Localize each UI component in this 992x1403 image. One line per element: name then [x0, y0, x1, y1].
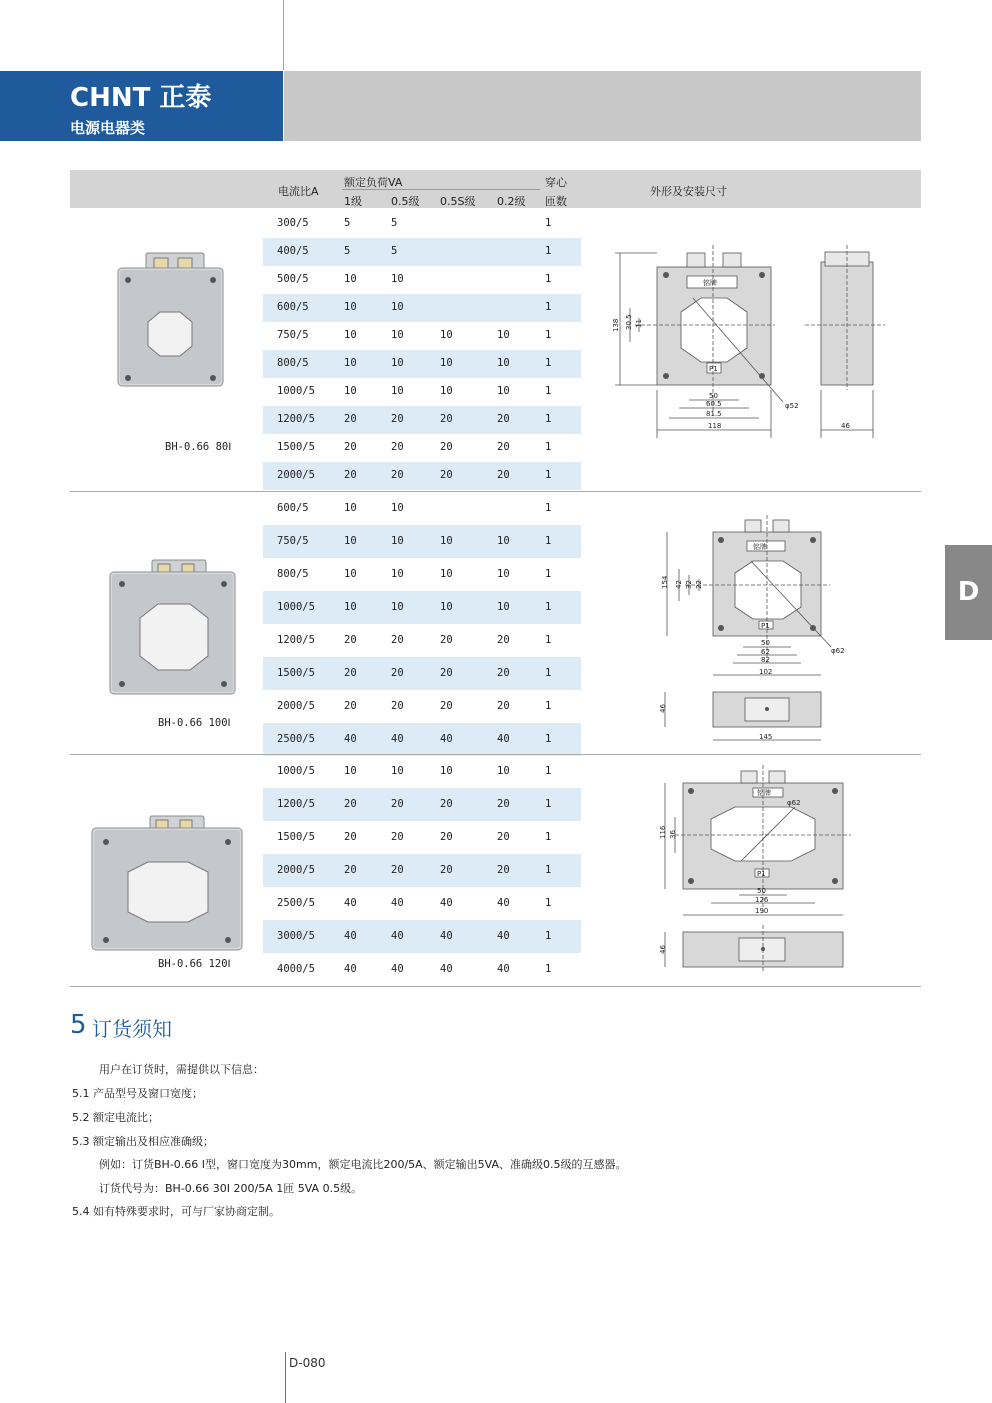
dimension-drawing-80	[605, 240, 895, 440]
table-cell: 300/5	[277, 217, 309, 229]
dim-label: 46	[659, 704, 667, 713]
dim-label: 46	[659, 945, 667, 954]
dim-label: 60.5	[706, 400, 722, 408]
table-cell: 20	[497, 633, 510, 646]
table-cell: 5	[344, 245, 351, 257]
table-cell: 20	[440, 863, 453, 876]
table-cell: 10	[391, 385, 404, 397]
dim-label: 116	[659, 825, 667, 839]
order-code: 订货代号为：BH-0.66 30Ⅰ 200/5A 1匝 5VA 0.5级。	[99, 1182, 363, 1195]
nameplate-label: 铭牌	[757, 789, 771, 797]
table-cell: 10	[344, 534, 357, 547]
dim-label: 190	[755, 907, 769, 915]
table-cell: 20	[391, 666, 404, 679]
table-cell: 1	[545, 413, 552, 425]
model-label-120: BH-0.66 120Ⅰ	[158, 958, 231, 970]
table-cell: 20	[440, 469, 453, 481]
table-cell: 1000/5	[277, 600, 315, 613]
table-cell: 10	[344, 329, 357, 341]
table-cell: 20	[391, 633, 404, 646]
table-cell: 20	[497, 863, 510, 876]
table-cell: 750/5	[277, 534, 309, 547]
table-cell: 20	[440, 699, 453, 712]
table-cell: 1000/5	[277, 385, 315, 397]
table-cell: 1	[545, 633, 552, 646]
table-cell: 1	[545, 301, 552, 313]
col-dims-header: 外形及安装尺寸	[650, 185, 727, 198]
table-cell: 10	[391, 273, 404, 285]
table-cell: 20	[497, 666, 510, 679]
table-cell: 10	[497, 329, 510, 341]
dim-label: 50	[709, 392, 718, 400]
table-cell: 10	[497, 600, 510, 613]
section-title: 订货须知	[92, 1017, 172, 1041]
table-row	[263, 294, 581, 322]
table-cell: 20	[440, 633, 453, 646]
dim-label: 154	[661, 575, 669, 589]
table-cell: 1	[545, 534, 552, 547]
table-cell: 1	[545, 797, 552, 810]
order-item-2: 5.2 额定电流比；	[72, 1111, 159, 1124]
table-cell: 20	[440, 830, 453, 843]
table-cell: 10	[344, 357, 357, 369]
product-photo-120	[88, 812, 248, 954]
table-cell: 1500/5	[277, 441, 315, 453]
table-cell: 10	[344, 385, 357, 397]
table-cell: 20	[440, 413, 453, 425]
table-cell: 10	[440, 600, 453, 613]
table-cell: 20	[497, 469, 510, 481]
category-label: 电源电器类	[70, 119, 146, 137]
table-cell: 1	[545, 666, 552, 679]
table-row	[263, 238, 581, 266]
group-separator	[70, 754, 921, 755]
table-cell: 10	[497, 534, 510, 547]
table-cell: 20	[344, 469, 357, 481]
col-ratio-header: 电流比A	[278, 185, 319, 198]
table-cell: 1	[545, 962, 552, 975]
nameplate-label: 铭牌	[703, 279, 717, 287]
dim-label: 138	[612, 318, 620, 332]
table-cell: 1	[545, 896, 552, 909]
table-cell: 20	[344, 830, 357, 843]
dim-label: 36	[669, 830, 677, 839]
dim-label: 82	[761, 656, 770, 664]
table-row	[263, 210, 581, 238]
dim-label: 81.5	[706, 410, 722, 418]
col-class05-header: 0.5级	[391, 195, 420, 208]
table-cell: 10	[344, 501, 357, 514]
table-cell: 2000/5	[277, 863, 315, 876]
order-item-3: 5.3 额定输出及相应准确级；	[72, 1135, 214, 1148]
table-cell: 20	[344, 633, 357, 646]
dim-label: 50	[757, 887, 766, 895]
section-tab-d[interactable]: D	[945, 545, 992, 640]
table-cell: 40	[440, 896, 453, 909]
table-cell: 10	[440, 764, 453, 777]
table-cell: 40	[497, 896, 510, 909]
table-cell: 10	[391, 600, 404, 613]
table-cell: 10	[440, 357, 453, 369]
dim-label: 46	[841, 422, 850, 430]
brand-logo: CHNT 正泰	[70, 83, 212, 113]
dim-label: φ62	[787, 799, 801, 807]
section-number: 5	[70, 1010, 87, 1040]
table-cell: 10	[497, 567, 510, 580]
table-cell: 1	[545, 217, 552, 229]
table-cell: 40	[497, 732, 510, 745]
table-cell: 20	[497, 441, 510, 453]
table-cell: 1	[545, 567, 552, 580]
table-cell: 800/5	[277, 357, 309, 369]
table-cell: 20	[344, 441, 357, 453]
table-cell: 20	[391, 797, 404, 810]
dim-label: φ52	[785, 402, 799, 410]
table-cell: 1200/5	[277, 797, 315, 810]
dim-label: 30.5	[625, 314, 633, 330]
dim-label: 102	[759, 668, 773, 676]
col-turns-header: 穿心	[545, 176, 567, 189]
table-cell: 600/5	[277, 301, 309, 313]
table-cell: 20	[344, 863, 357, 876]
table-cell: 20	[440, 666, 453, 679]
table-cell: 1	[545, 501, 552, 514]
table-cell: 1	[545, 830, 552, 843]
table-row	[263, 322, 581, 350]
header-rule	[342, 189, 540, 190]
col-class02-header: 0.2级	[497, 195, 526, 208]
table-cell: 1	[545, 863, 552, 876]
p1-label: P1	[709, 365, 718, 373]
table-row	[263, 558, 581, 591]
table-cell: 40	[344, 896, 357, 909]
table-cell: 1	[545, 245, 552, 257]
table-cell: 20	[391, 413, 404, 425]
dim-label: 145	[759, 733, 773, 741]
table-row	[263, 266, 581, 294]
table-cell: 20	[344, 413, 357, 425]
table-cell: 40	[391, 896, 404, 909]
table-cell: 500/5	[277, 273, 309, 285]
table-cell: 1	[545, 929, 552, 942]
table-cell: 10	[440, 329, 453, 341]
table-cell: 1	[545, 764, 552, 777]
table-cell: 20	[391, 469, 404, 481]
order-item-4: 5.4 如有特殊要求时，可与厂家协商定制。	[72, 1205, 280, 1218]
footer-line	[285, 1352, 286, 1403]
table-cell: 5	[391, 217, 398, 229]
table-cell: 20	[497, 830, 510, 843]
table-cell: 40	[391, 929, 404, 942]
table-cell: 10	[391, 301, 404, 313]
dim-label: 11	[635, 319, 643, 328]
table-cell: 800/5	[277, 567, 309, 580]
dim-label: 50	[761, 639, 770, 647]
table-cell: 10	[391, 501, 404, 514]
table-cell: 20	[344, 797, 357, 810]
table-cell: 40	[344, 962, 357, 975]
table-cell: 40	[440, 962, 453, 975]
table-cell: 40	[391, 962, 404, 975]
table-cell: 10	[344, 567, 357, 580]
table-cell: 400/5	[277, 245, 309, 257]
col-class1-header: 1级	[344, 195, 362, 208]
product-photo-100	[100, 556, 240, 698]
table-cell: 10	[344, 273, 357, 285]
table-cell: 10	[440, 385, 453, 397]
table-cell: 20	[440, 797, 453, 810]
table-cell: 20	[391, 863, 404, 876]
table-cell: 20	[391, 830, 404, 843]
table-cell: 1200/5	[277, 633, 315, 646]
table-cell: 1	[545, 732, 552, 745]
table-row	[263, 525, 581, 558]
model-label-100: BH-0.66 100Ⅰ	[158, 717, 231, 729]
table-cell: 3000/5	[277, 929, 315, 942]
order-item-1: 5.1 产品型号及窗口宽度；	[72, 1087, 203, 1100]
table-cell: 10	[344, 301, 357, 313]
table-cell: 10	[344, 764, 357, 777]
table-cell: 1	[545, 273, 552, 285]
table-cell: 1500/5	[277, 830, 315, 843]
header-divider-line	[283, 0, 284, 70]
dim-label: 118	[708, 422, 722, 430]
table-cell: 40	[344, 732, 357, 745]
table-cell: 20	[440, 441, 453, 453]
dimension-drawing-100	[655, 515, 855, 750]
table-cell: 20	[344, 699, 357, 712]
table-cell: 20	[497, 413, 510, 425]
table-cell: 1	[545, 699, 552, 712]
table-cell: 4000/5	[277, 962, 315, 975]
dim-label: 22	[695, 580, 703, 589]
header-band	[284, 71, 921, 141]
page-number: D-080	[289, 1356, 326, 1370]
table-cell: 10	[344, 600, 357, 613]
dimension-drawing-120	[655, 765, 855, 975]
table-cell: 20	[391, 441, 404, 453]
table-cell: 20	[344, 666, 357, 679]
table-cell: 10	[440, 567, 453, 580]
table-cell: 40	[391, 732, 404, 745]
section-intro: 用户在订货时，需提供以下信息：	[99, 1063, 264, 1076]
group-separator	[70, 491, 921, 492]
col-class05s-header: 0.5S级	[440, 195, 476, 208]
table-cell: 1	[545, 357, 552, 369]
table-cell: 20	[497, 699, 510, 712]
table-row	[263, 350, 581, 378]
table-cell: 2500/5	[277, 732, 315, 745]
group-separator	[70, 986, 921, 987]
table-cell: 1	[545, 441, 552, 453]
order-example: 例如：订货BH-0.66 Ⅰ型，窗口宽度为30mm，额定电流比200/5A、额定输出5VA、准确级0.5级的互感器。	[99, 1158, 627, 1171]
table-cell: 10	[391, 357, 404, 369]
table-cell: 10	[497, 764, 510, 777]
table-cell: 1	[545, 600, 552, 613]
table-cell: 10	[497, 385, 510, 397]
col-load-header: 额定负荷VA	[344, 176, 403, 189]
p1-label: P1	[757, 870, 766, 878]
table-row	[263, 492, 581, 525]
dim-label: 62	[761, 648, 770, 656]
table-cell: 40	[440, 732, 453, 745]
table-cell: 5	[344, 217, 351, 229]
table-cell: 750/5	[277, 329, 309, 341]
table-cell: 1	[545, 329, 552, 341]
dim-label: 32	[685, 580, 693, 589]
table-cell: 20	[497, 797, 510, 810]
dim-label: φ62	[831, 647, 845, 655]
table-cell: 40	[497, 929, 510, 942]
table-cell: 1500/5	[277, 666, 315, 679]
dim-label: 42	[675, 580, 683, 589]
table-cell: 2000/5	[277, 469, 315, 481]
table-cell: 40	[497, 962, 510, 975]
table-cell: 1200/5	[277, 413, 315, 425]
table-cell: 10	[497, 357, 510, 369]
table-cell: 1000/5	[277, 764, 315, 777]
table-cell: 600/5	[277, 501, 309, 514]
model-label-80: BH-0.66 80Ⅰ	[165, 441, 232, 453]
product-photo-80	[110, 250, 230, 390]
table-cell: 10	[391, 534, 404, 547]
dim-label: 126	[755, 896, 769, 904]
table-cell: 40	[440, 929, 453, 942]
table-cell: 2000/5	[277, 699, 315, 712]
table-cell: 1	[545, 469, 552, 481]
nameplate-label: 铭牌	[753, 543, 767, 551]
table-cell: 10	[391, 329, 404, 341]
table-cell: 40	[344, 929, 357, 942]
table-cell: 10	[391, 764, 404, 777]
col-turns-header-2: 匝数	[545, 195, 567, 208]
table-cell: 10	[391, 567, 404, 580]
p1-label: P1	[761, 622, 770, 630]
table-cell: 20	[391, 699, 404, 712]
table-cell: 10	[440, 534, 453, 547]
table-cell: 5	[391, 245, 398, 257]
table-cell: 1	[545, 385, 552, 397]
table-cell: 2500/5	[277, 896, 315, 909]
